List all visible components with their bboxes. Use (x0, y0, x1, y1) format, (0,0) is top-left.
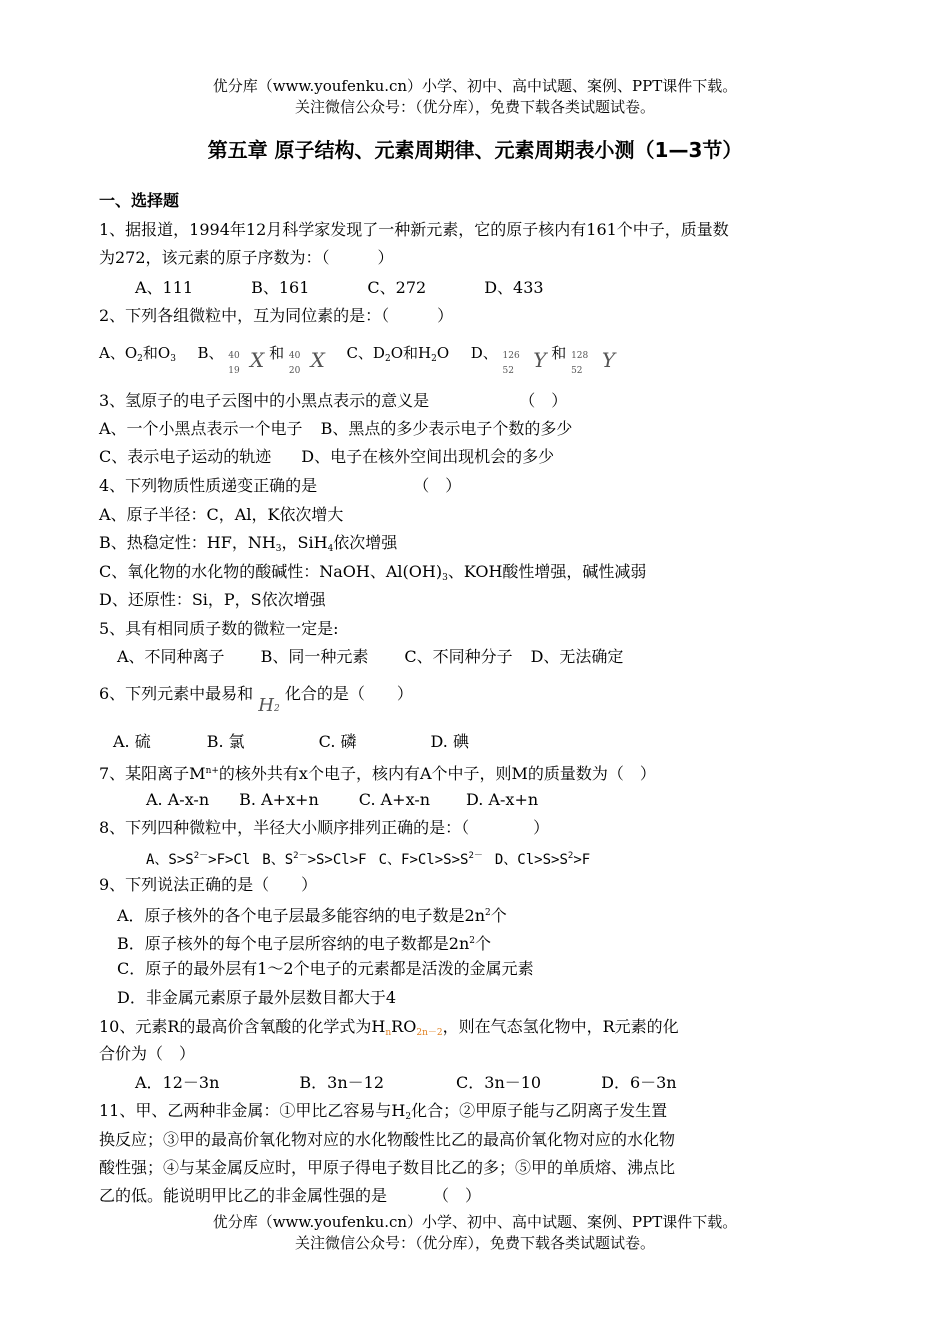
q7-stem: 7、某阳离子$M^{n+}$的核外共有x个电子，核内有A个中子，则M的质量数为（ ） (99, 764, 656, 783)
q11-line-1: 11、甲、乙两种非金属：①甲比乙容易与$H_2$化合；②甲原子能与乙阴离子发生置 (99, 1101, 668, 1122)
q6-stem: 6、下列元素中最易和 H2 化合的是（ ） (99, 684, 413, 716)
q3-options-ab (99, 418, 572, 440)
q10-option-a: A．12－3n (135, 1073, 220, 1092)
q4-option-a: A、原子半径：C，Al，K依次增大 (99, 505, 344, 524)
q1-option-a: A、111 (135, 278, 194, 297)
q1-stem-line1: 1、据报道，1994年12月科学家发现了一种新元素，它的原子核内有161个中子，质量数 (99, 220, 729, 239)
q9-option-d: D．非金属元素原子最外层数目都大于4 (117, 988, 397, 1007)
q8-stem: 8、下列四种微粒中，半径大小顺序排列正确的是：（ ） (99, 818, 550, 837)
q8-option-c: C、$F>Cl>S>S^{2-}$ (378, 851, 483, 868)
page-title: 第五章 原子结构、元素周期律、元素周期表小测（1—3节） (207, 138, 743, 162)
q2-option-a: A、O (99, 344, 138, 362)
q3-options-cd (99, 446, 554, 468)
q9-stem: 9、下列说法正确的是（ ） (99, 875, 318, 894)
q7-option-c: C. A+x-n (358, 790, 431, 809)
q6-option-a: A. 硫 (113, 732, 151, 751)
isotope-x-40-20: 40 20 X (288, 348, 325, 376)
q6-option-b: B. 氯 (206, 732, 245, 751)
q2-option-c: C、D (346, 344, 385, 362)
q7-options (146, 789, 538, 811)
q9-option-c: C．原子的最外层有1～2个电子的元素都是活泼的金属元素 (117, 959, 534, 978)
q7-option-b: B. A+x+n (239, 790, 319, 809)
q1-option-d: D、433 (484, 278, 544, 297)
q2-stem: 2、下列各组微粒中，互为同位素的是：（ ） (99, 306, 454, 325)
q10-option-c: C．3n－10 (456, 1073, 542, 1092)
q2-options: A、$O_2$和$O_3$ B、 40 19 X 和 40 20 X C、$D_2O$和$H_2O$ D、 126 52 Y 和 128 52 Y (99, 336, 615, 376)
q3-option-d: D、电子在核外空间出现机会的多少 (301, 447, 555, 466)
q8-options (146, 845, 590, 871)
q5-option-d: D、无法确定 (530, 647, 624, 666)
q6-option-d: D. 碘 (430, 732, 469, 751)
q5-option-a: A、不同种离子 (117, 647, 225, 666)
q5-stem: 5、具有相同质子数的微粒一定是: (99, 619, 339, 638)
isotope-y-126-52: 126 52 Y (502, 348, 547, 376)
q9-option-b: B．原子核外的每个电子层所容纳的电子数都是$2n^2$个 (117, 934, 491, 953)
q10-option-d: D．6－3n (601, 1073, 677, 1092)
q10-option-b: B．3n－12 (299, 1073, 385, 1092)
header-line-2: 关注微信公众号：（优分库），免费下载各类试题试卷。 (294, 98, 655, 116)
q4-option-c: C、氧化物的水化物的酸碱性：NaOH、$Al(OH)_3$、KOH酸性增强，碱性减弱 (99, 562, 647, 583)
q4-option-b: B、热稳定性：HF，$NH_3$，SiH$_4$依次增强 (99, 533, 398, 554)
q3-stem: 3、氢原子的电子云图中的小黑点表示的意义是 （ ） (99, 391, 568, 410)
q1-option-b: B、161 (251, 278, 310, 297)
isotope-y-128-52: 128 52 Y (571, 348, 616, 376)
q7-option-d: D. A-x+n (466, 790, 539, 809)
q11-line-2: 换反应；③甲的最高价氧化物对应的水化物酸性比乙的最高价氧化物对应的水化物 (99, 1130, 676, 1149)
q5-options (117, 646, 623, 668)
q8-option-a: A、$S>S^{2-}>F>Cl$ (146, 851, 251, 868)
q1-stem-line2: 为272，该元素的原子序数为：（ ） (99, 248, 394, 267)
isotope-x-40-19: 40 19 X (228, 348, 265, 376)
q1-options (135, 277, 544, 299)
q8-option-b: B、$S^{2-}>S>Cl>F$ (262, 851, 367, 868)
q4-stem: 4、下列物质性质递变正确的是 （ ） (99, 476, 462, 495)
q3-option-c: C、表示电子运动的轨迹 (99, 447, 272, 466)
q9-option-a: A．原子核外的各个电子层最多能容纳的电子数是$2n^2$个 (117, 906, 507, 925)
q6-option-c: C. 磷 (318, 732, 357, 751)
q7-option-a: A. A-x-n (146, 790, 210, 809)
q5-option-b: B、同一种元素 (260, 647, 369, 666)
footer-line-2: 关注微信公众号：（优分库），免费下载各类试题试卷。 (294, 1234, 655, 1252)
q1-option-c: C、272 (367, 278, 427, 297)
header-line-1: 优分库（www.youfenku.cn）小学、初中、高中试题、案例、PPT课件下载。 (212, 77, 738, 95)
q2-option-d: D、 (470, 344, 498, 362)
q10-options (135, 1072, 677, 1094)
q2-option-b: B、 (197, 344, 224, 362)
h2-formula: H2 (258, 695, 280, 716)
q11-line-3: 酸性强；④与某金属反应时，甲原子得电子数目比乙的多；⑤甲的单质熔、沸点比 (99, 1158, 676, 1177)
section-heading: 一、选择题 (99, 191, 180, 210)
q5-option-c: C、不同种分子 (404, 647, 513, 666)
q4-option-d: D、还原性：Si，P，S依次增强 (99, 590, 326, 609)
q10-stem-line2: 合价为（ ） (99, 1044, 196, 1063)
q8-option-d: D、$Cl>S>S^2>F$ (494, 851, 591, 868)
q3-option-b: B、黑点的多少表示电子个数的多少 (320, 419, 573, 438)
q10-stem-line1: 10、元素R的最高价含氧酸的化学式为$H_nRO_{2n-2}$，则在气态氢化物中，R元素的化 (99, 1017, 679, 1038)
q3-option-a: A、一个小黑点表示一个电子 (99, 419, 303, 438)
footer-line-1: 优分库（www.youfenku.cn）小学、初中、高中试题、案例、PPT课件下载。 (212, 1213, 738, 1231)
q11-line-4: 乙的低。能说明甲比乙的非金属性强的是 （ ） (99, 1186, 482, 1205)
q6-options (113, 731, 469, 753)
